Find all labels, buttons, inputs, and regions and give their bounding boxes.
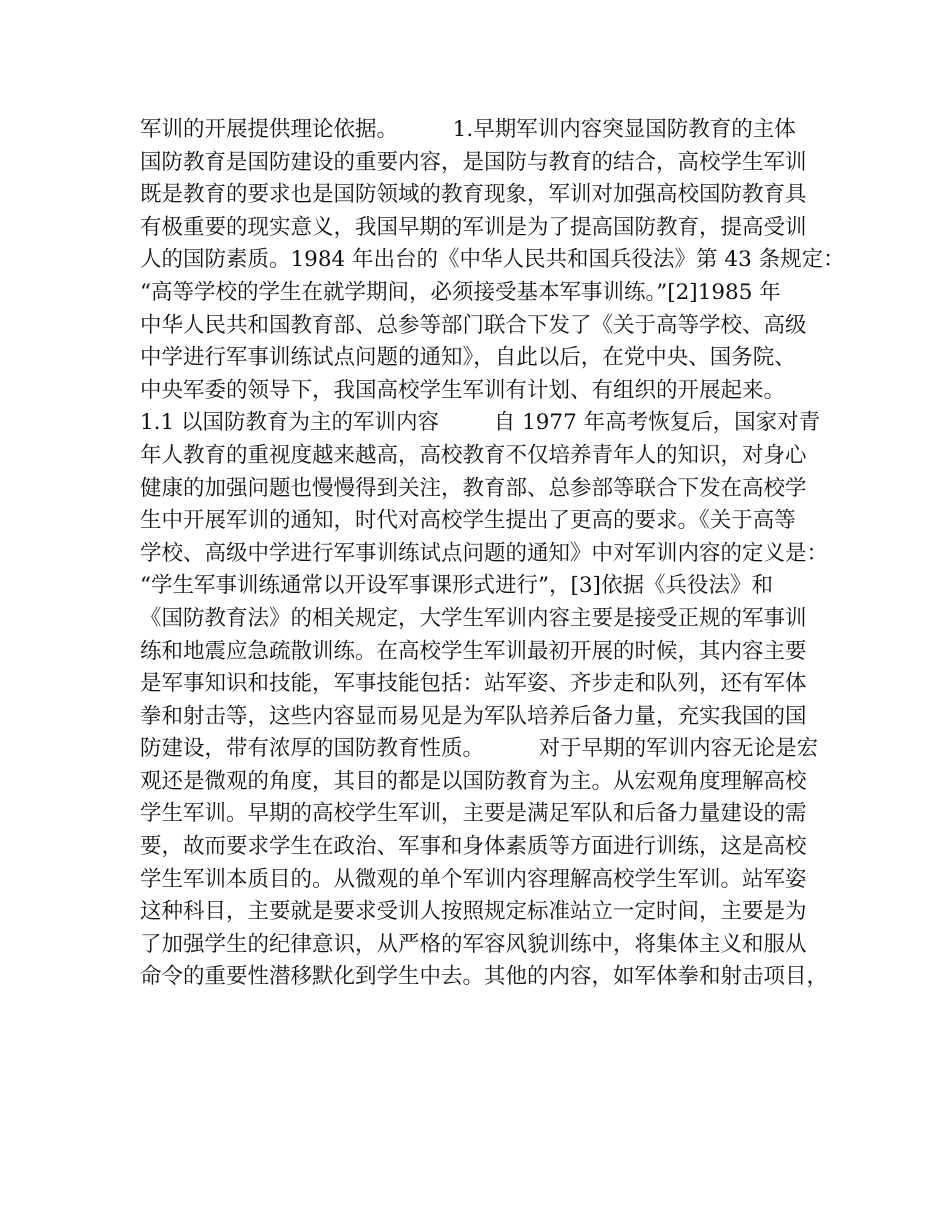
text-line: 生中开展军训的通知，时代对高校学生提出了更高的要求。《关于高等 [140, 508, 796, 534]
text-line: 要，故而要求学生在政治、军事和身体素质等方面进行训练，这是高校 [140, 834, 807, 860]
text-line: 健康的加强问题也慢慢得到关注，教育部、总参部等联合下发在高校学 [140, 475, 807, 501]
text-line: 这种科目，主要就是要求受训人按照规定标准站立一定时间，主要是为 [140, 899, 807, 925]
text-line: 《国防教育法》的相关规定，大学生军训内容主要是接受正规的军事训 [140, 605, 807, 631]
text-line: “学生军事训练通常以开设军事课形式进行”，[3]依据《兵役法》和 [140, 573, 773, 599]
text-line: 年人教育的重视度越来越高，高校教育不仅培养青年人的知识，对身心 [140, 442, 807, 468]
text-line: 有极重要的现实意义，我国早期的军训是为了提高国防教育，提高受训 [140, 214, 807, 240]
text-line: 既是教育的要求也是国防领域的教育现象，军训对加强高校国防教育具 [140, 182, 807, 208]
text-line: 军训的开展提供理论依据。 1.早期军训内容突显国防教育的主体 [140, 117, 796, 142]
body-text [140, 114, 845, 994]
text-line: 中央军委的领导下，我国高校学生军训有计划、有组织的开展起来。 [140, 377, 786, 403]
text-line: 观还是微观的角度，其目的都是以国防教育为主。从宏观角度理解高校 [140, 768, 807, 794]
text-line: 拳和射击等，这些内容显而易见是为军队培养后备力量，充实我国的国 [140, 703, 807, 729]
text-line: 命令的重要性潜移默化到学生中去。其他的内容，如军体拳和射击项目， [140, 964, 829, 990]
text-line: 学生军训。早期的高校学生军训，主要是满足军队和后备力量建设的需 [140, 801, 807, 827]
text-line: 学生军训本质目的。从微观的单个军训内容理解高校学生军训。站军姿 [140, 866, 807, 892]
text-line: 练和地震应急疏散训练。在高校学生军训最初开展的时候，其内容主要 [140, 638, 807, 664]
text-line: 是军事知识和技能，军事技能包括：站军姿、齐步走和队列，还有军体 [140, 671, 807, 697]
text-line: 学校、高级中学进行军事训练试点问题的通知》中对军训内容的定义是： [140, 540, 829, 566]
text-line: 人的国防素质。1984 年出台的《中华人民共和国兵役法》第 43 条规定： [140, 247, 845, 273]
text-line: “高等学校的学生在就学期间，必须接受基本军事训练。”[2]1985 年 [140, 279, 781, 305]
text-line: 了加强学生的纪律意识，从严格的军容风貌训练中，将集体主义和服从 [140, 931, 807, 957]
text-line: 防建设，带有浓厚的国防教育性质。 对于早期的军训内容无论是宏 [140, 736, 819, 762]
text-line: 中华人民共和国教育部、总参等部门联合下发了《关于高等学校、高级 [140, 312, 807, 338]
text-line: 1.1 以国防教育为主的军训内容 自 1977 年高考恢复后，国家对青 [140, 410, 821, 436]
text-line: 中学进行军事训练试点问题的通知》，自此以后，在党中央、国务院、 [140, 345, 796, 371]
text-line: 国防教育是国防建设的重要内容，是国防与教育的结合，高校学生军训 [140, 149, 807, 175]
